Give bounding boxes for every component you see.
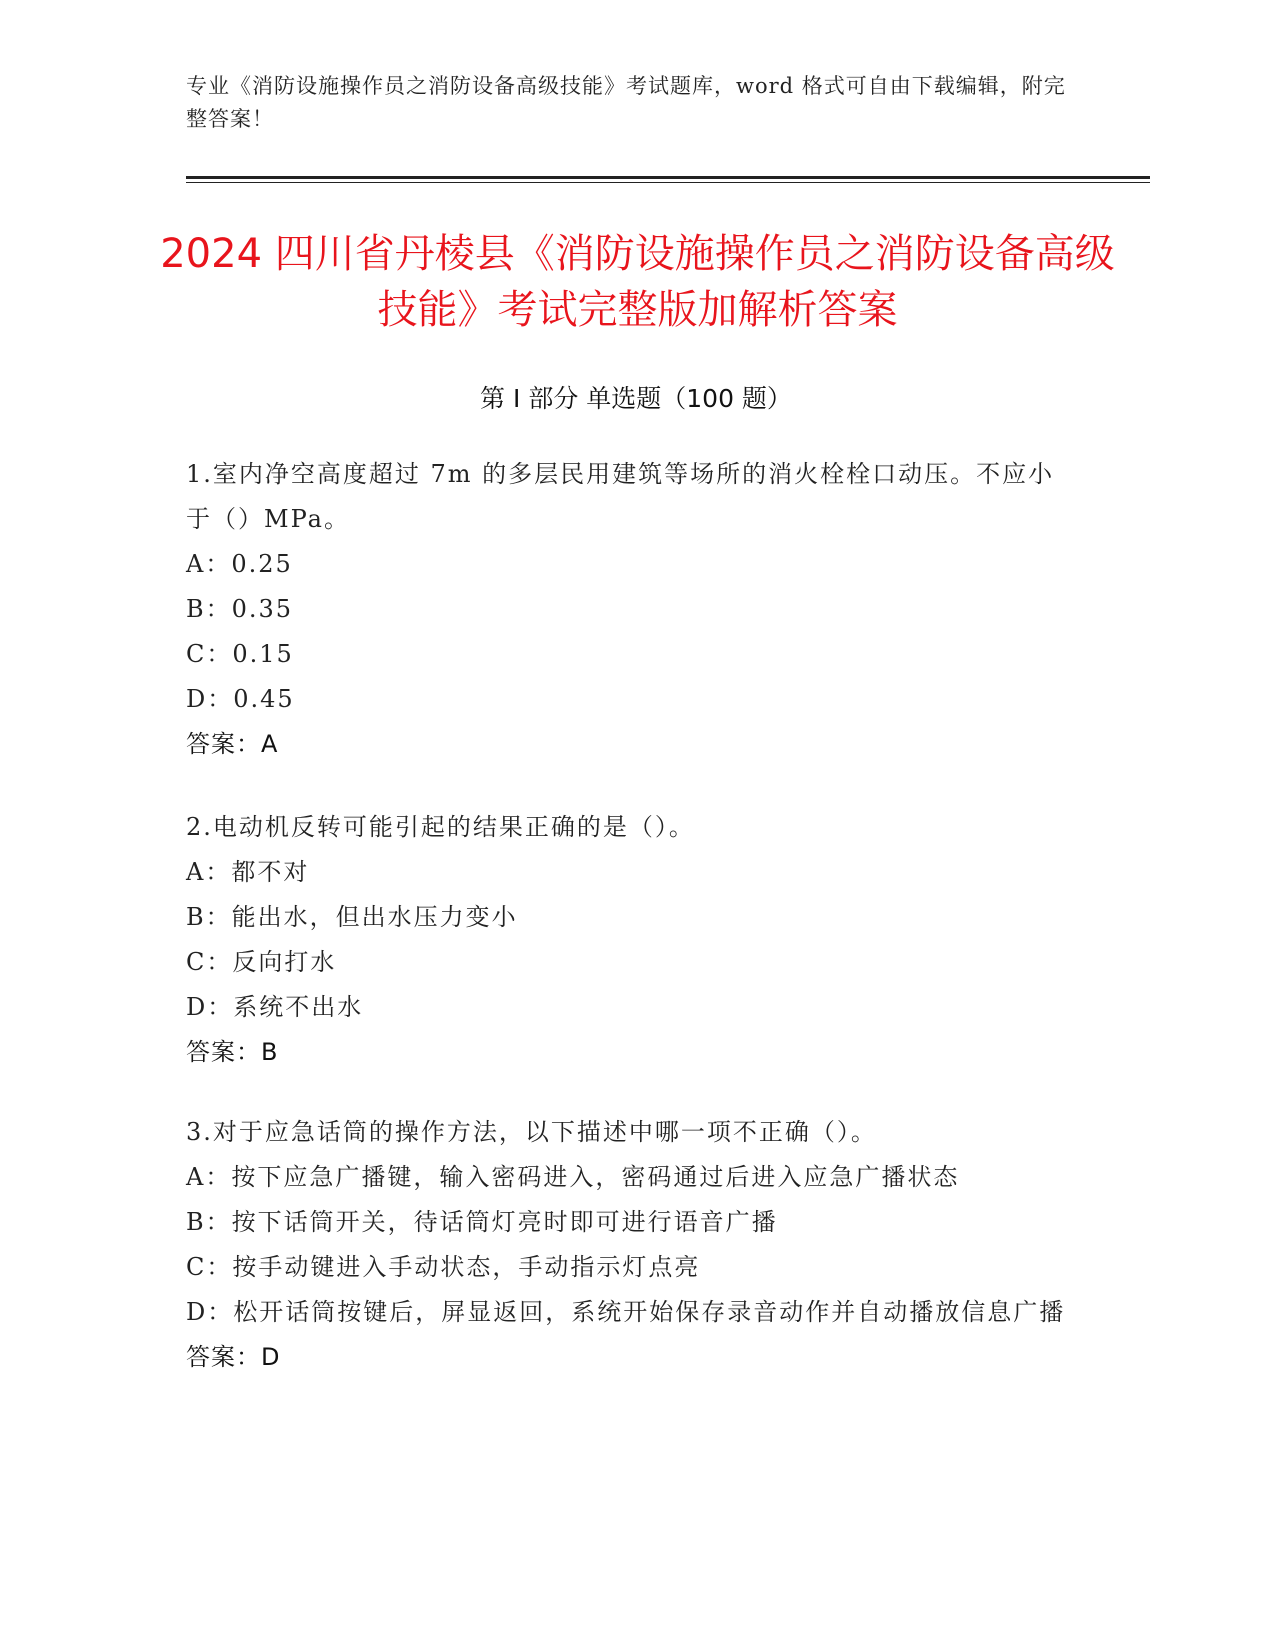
option-c: C：反向打水 <box>186 948 337 976</box>
question-text: 2.电动机反转可能引起的结果正确的是（）。 <box>186 813 695 841</box>
answer-text: 答案：D <box>186 1343 281 1371</box>
option-a: A：0.25 <box>186 550 293 578</box>
question-text: 1.室内净空高度超过 7m 的多层民用建筑等场所的消火栓栓口动压。不应小于（）MPa。 <box>186 460 1055 533</box>
answer-text: 答案：B <box>186 1038 279 1066</box>
question-block-3 <box>186 1110 1066 1380</box>
question-block-2 <box>186 805 1066 1075</box>
section-title: 第 I 部分 单选题（100 题） <box>480 384 792 413</box>
option-a: A：都不对 <box>186 858 310 886</box>
option-d: D：松开话筒按键后，屏显返回，系统开始保存录音动作并自动播放信息广播 <box>186 1298 1066 1326</box>
option-d: D：0.45 <box>186 685 295 713</box>
option-c: C：0.15 <box>186 640 294 668</box>
option-a: A：按下应急广播键，输入密码进入，密码通过后进入应急广播状态 <box>186 1163 960 1191</box>
option-b: B：按下话筒开关，待话筒灯亮时即可进行语音广播 <box>186 1208 778 1236</box>
header-divider-thick <box>186 176 1150 179</box>
header-note: 专业《消防设施操作员之消防设备高级技能》考试题库，word 格式可自由下载编辑，附完整答案！ <box>186 74 1066 131</box>
option-c: C：按手动键进入手动状态，手动指示灯点亮 <box>186 1253 701 1281</box>
header-divider-thin <box>186 182 1150 183</box>
question-text: 3.对于应急话筒的操作方法，以下描述中哪一项不正确（）。 <box>186 1118 877 1146</box>
document-title: 2024 四川省丹棱县《消防设施操作员之消防设备高级技能》考试完整版加解析答案 <box>160 231 1115 333</box>
question-block-1 <box>186 452 1066 767</box>
option-b: B：0.35 <box>186 595 294 623</box>
answer-text: 答案：A <box>186 730 279 758</box>
option-d: D：系统不出水 <box>186 993 364 1021</box>
option-b: B：能出水，但出水压力变小 <box>186 903 518 931</box>
